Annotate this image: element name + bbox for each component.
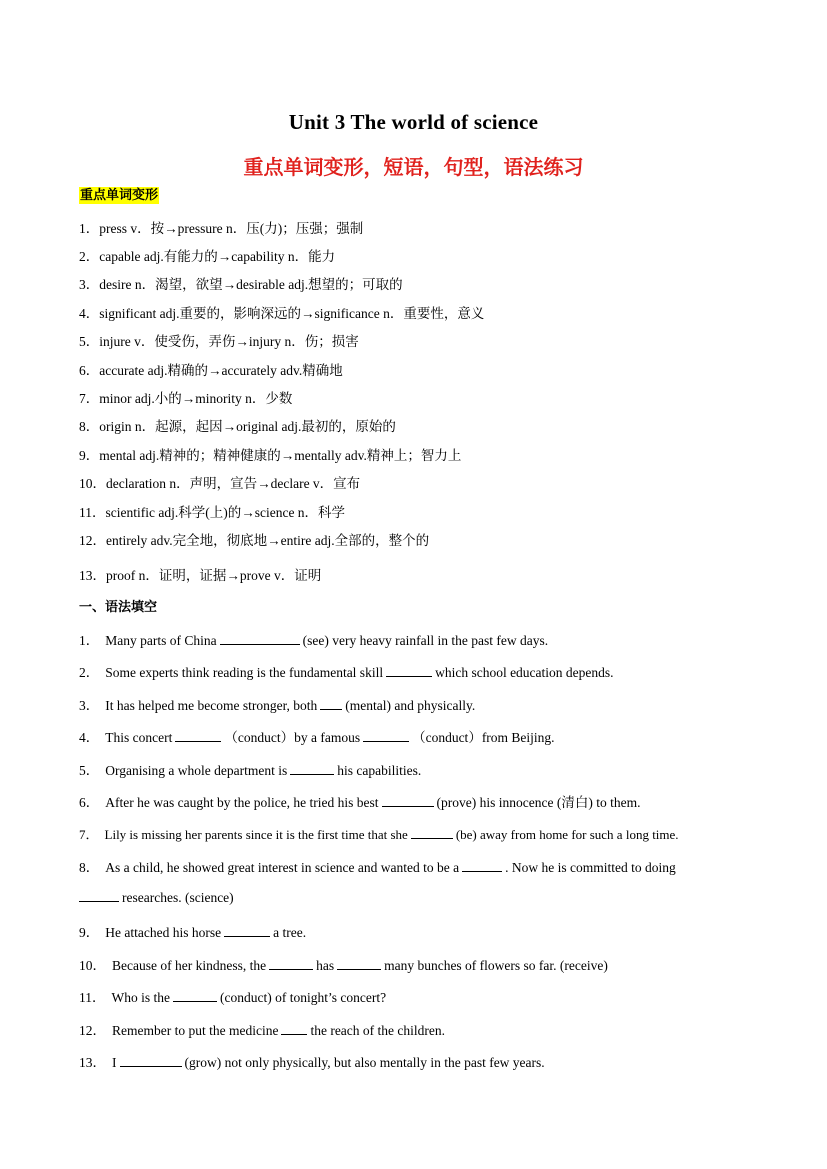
answer-blank[interactable] [175, 729, 221, 742]
vocab-item: 4．significant adj.重要的，影响深远的→significance n．重要性，意义 [79, 306, 485, 321]
section-heading: 一、语法填空 [79, 600, 158, 615]
answer-blank[interactable] [224, 924, 270, 937]
vocab-item: 10．declaration n．声明，宣告→declare v．宣布 [79, 476, 361, 491]
exercise-item: 3． It has helped me become stronger, both (mental) and physically. [79, 698, 476, 713]
answer-blank[interactable] [79, 889, 119, 902]
vocab-item: 6．accurate adj.精确的→accurately adv.精确地 [79, 363, 343, 378]
answer-blank[interactable] [462, 859, 502, 872]
exercise-item: 5． Organising a whole department is his capabilities. [79, 763, 422, 778]
answer-blank[interactable] [281, 1022, 307, 1035]
exercise-item: 13． I (grow) not only physically, but also mentally in the past few years. [79, 1055, 545, 1070]
answer-blank[interactable] [320, 697, 342, 710]
vocab-heading: 重点单词变形 [80, 188, 159, 203]
page-title: Unit 3 The world of science [288, 110, 539, 134]
page-subtitle: 重点单词变形，短语，句型，语法练习 [243, 155, 584, 179]
answer-blank[interactable] [120, 1054, 182, 1067]
exercise-item: 2． Some experts think reading is the fundamental skill which school education depends. [79, 665, 614, 680]
vocab-item: 12．entirely adv.完全地，彻底地→entire adj.全部的，整个的 [79, 533, 430, 548]
exercise-item: 1． Many parts of China (see) very heavy rainfall in the past few days. [79, 633, 549, 648]
answer-blank[interactable] [220, 632, 300, 645]
answer-blank[interactable] [382, 794, 434, 807]
vocab-item: 3．desire n．渴望，欲望→desirable adj.想望的；可取的 [79, 277, 403, 292]
vocab-item: 2．capable adj.有能力的→capability n．能力 [79, 249, 336, 264]
answer-blank[interactable] [386, 664, 432, 677]
exercise-item: 4． This concert （conduct）by a famous （conduct）from Beijing. [79, 730, 555, 745]
answer-blank[interactable] [290, 762, 334, 775]
exercise-item: 9． He attached his horse a tree. [79, 925, 307, 940]
exercise-item: 6． After he was caught by the police, he tried his best (prove) his innocence (清白) to them. [79, 795, 641, 810]
exercise-item: 10． Because of her kindness, the has many bunches of flowers so far. (receive) [79, 958, 608, 973]
vocab-item: 1．press v．按→pressure n．压(力)；压强；强制 [79, 221, 364, 236]
exercise-item-continued: researches. (science) [79, 889, 234, 906]
vocab-item: 8．origin n．起源，起因→original adj.最初的，原始的 [79, 419, 396, 434]
answer-blank[interactable] [173, 989, 217, 1002]
exercise-item: 8． As a child, he showed great interest in science and wanted to be a . Now he is committed to doing [79, 860, 676, 875]
answer-blank[interactable] [269, 957, 313, 970]
answer-blank[interactable] [363, 729, 409, 742]
vocab-item: 5．injure v．使受伤，弄伤→injury n．伤；损害 [79, 334, 359, 349]
answer-blank[interactable] [337, 957, 381, 970]
vocab-item: 13．proof n．证明，证据→prove v．证明 [79, 568, 322, 583]
vocab-item: 11．scientific adj.科学(上)的→science n．科学 [79, 505, 346, 520]
exercise-item: 7． Lily is missing her parents since it is the first time that she (be) away from home for such a long time. [79, 827, 679, 842]
exercise-item: 12． Remember to put the medicine the reach of the children. [79, 1023, 446, 1038]
vocab-item: 7．minor adj.小的→minority n．少数 [79, 391, 293, 406]
vocab-item: 9．mental adj.精神的；精神健康的→mentally adv.精神上；智力上 [79, 448, 462, 463]
exercise-item: 11． Who is the (conduct) of tonight’s concert? [79, 990, 387, 1005]
answer-blank[interactable] [411, 826, 453, 839]
